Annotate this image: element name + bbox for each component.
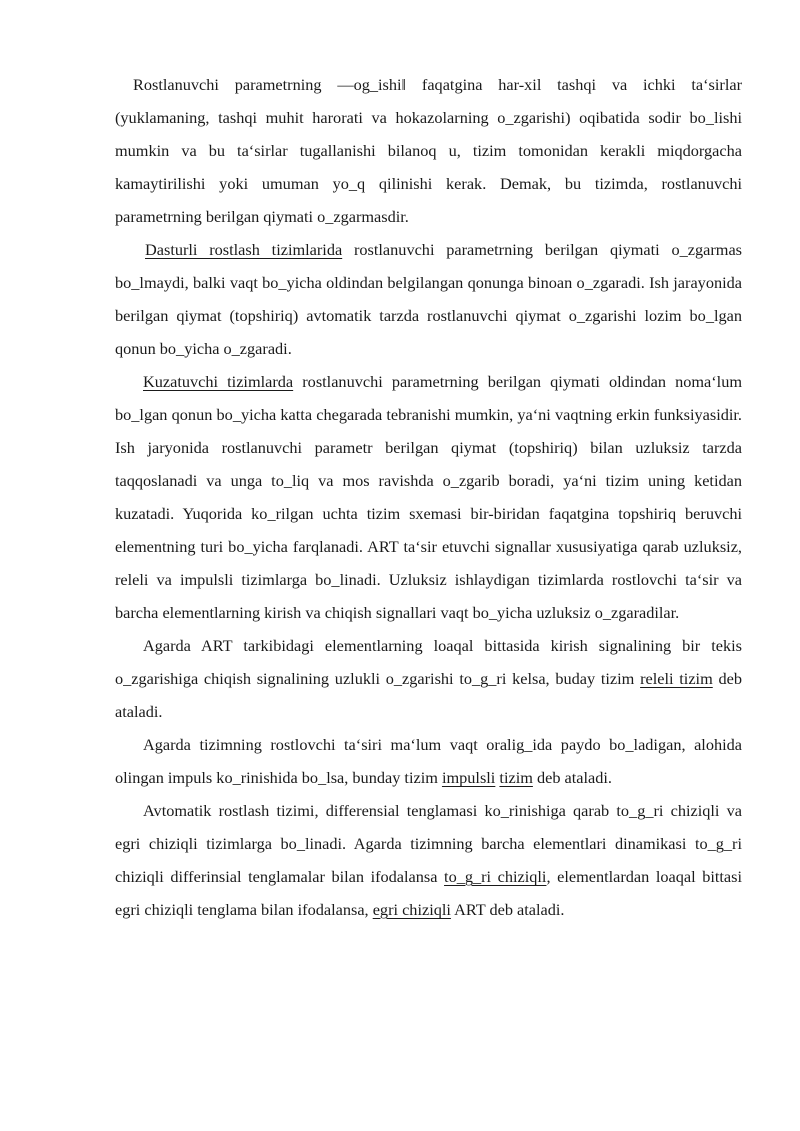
term-linear: to_g_ri chiziqli bbox=[444, 867, 547, 886]
term-system: tizim bbox=[499, 768, 533, 787]
paragraph-program-control-systems bbox=[115, 233, 742, 365]
paragraph-tracking-systems bbox=[115, 365, 742, 629]
paragraph-text: Avtomatik rostlash tizimi, differensial tenglamasi ko_rinishiga qarab to_g_ri chiziqli va egri chiziqli tizimlarga bo_linadi. Agarda tizimning barcha elementlari dinamikasi to_g_ri chiziqli differinsial tenglamalar bilan ifodalansa bbox=[115, 801, 742, 886]
paragraph-text: Rostlanuvchi parametrning ―og_ishi‖ faqatgina har-xil tashqi va ichki ta‘sirlar (yuklamaning, tashqi muhit harorati va hokazolarning o_zgarishi) oqibatida sodir bo_lishi mumkin va bu ta‘sirlar tugallanishi bilanoq u, tizim tomonidan kerakli miqdorgacha kamaytirilishi yoki umuman yo_q qilinishi kerak. Demak, bu tizimda, rostlanuvchi parametrning berilgan qiymati o_zgarmasdir. bbox=[115, 75, 742, 226]
term-program-control-systems: Dasturli rostlash tizimlarida bbox=[145, 240, 343, 259]
paragraph-text: , elementlardan loaqal bittasi egri chiziqli tenglama bilan ifodalansa, bbox=[115, 867, 742, 919]
paragraph-text: deb ataladi. bbox=[115, 669, 742, 721]
term-tracking-systems: Kuzatuvchi tizimlarda bbox=[143, 372, 294, 391]
term-nonlinear: egri chiziqli bbox=[372, 900, 451, 919]
term-relay-system: releli tizim bbox=[640, 669, 713, 688]
paragraph-relay-systems bbox=[115, 629, 742, 728]
paragraph-impulse-systems bbox=[115, 728, 742, 794]
paragraph-text: Agarda tizimning rostlovchi ta‘siri ma‘lum vaqt oralig_ida paydo bo_ladigan, alohida olingan impuls ko_rinishida bo_lsa, bunday tizim bbox=[115, 735, 742, 787]
paragraph-text: deb ataladi. bbox=[532, 768, 612, 787]
term-impulse: impulsli bbox=[441, 768, 496, 787]
paragraph-regulated-parameter-deviation bbox=[115, 68, 742, 233]
document-page bbox=[115, 68, 742, 926]
paragraph-text: ART deb ataladi. bbox=[450, 900, 565, 919]
paragraph-text: Agarda ART tarkibidagi elementlarning loaqal bittasida kirish signalining bir tekis o_zgarishiga chiqish signalining uzlukli o_zgarishi to_g_ri kelsa, buday tizim bbox=[115, 636, 742, 688]
paragraph-linear-nonlinear-systems bbox=[115, 794, 742, 926]
paragraph-text: rostlanuvchi parametrning berilgan qiymati oldindan noma‘lum bo_lgan qonun bo_yicha katta chegarada tebranishi mumkin, ya‘ni vaqtning erkin funksiyasidir. Ish jaryonida rostlanuvchi parametr berilgan qiymat (topshiriq) bilan uzluksiz tarzda taqqoslanadi va unga to_liq va mos ravishda o_zgarib boradi, ya‘ni tizim uning ketidan kuzatadi. Yuqorida ko_rilgan uchta tizim sxemasi bir-biridan faqatgina topshiriq beruvchi elementning turi bo_yicha farqlanadi. ART ta‘sir etuvchi signallar xususiyatiga qarab uzluksiz, releli va impulsli tizimlarga bo_linadi. Uzluksiz ishlaydigan tizimlarda rostlovchi ta‘sir va barcha elementlarning kirish va chiqish signallari vaqt bo_yicha uzluksiz o_zgaradilar. bbox=[115, 372, 743, 622]
paragraph-text: rostlanuvchi parametrning berilgan qiymati o_zgarmas bo_lmaydi, balki vaqt bo_yicha oldindan belgilangan qonunga binoan o_zgaradi. Ish jarayonida berilgan qiymat (topshiriq) avtomatik tarzda rostlanuvchi qiymat o_zgarishi lozim bo_lgan qonun bo_yicha o_zgaradi. bbox=[115, 240, 743, 358]
